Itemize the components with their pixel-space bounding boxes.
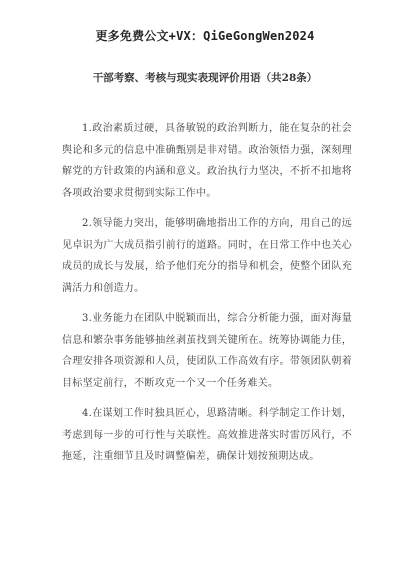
paragraph-1: 1.政治素质过硬，具备敏锐的政治判断力，能在复杂的社会舆论和多元的信息中准确甄别是非对错。政治领悟力强，深刻理解党的方针政策的内涵和意义。政治执行力坚决，不折不扣地将各项政治要求贯彻到实际工作中。: [62, 123, 352, 199]
paragraph-3: 3.业务能力在团队中脱颖而出，综合分析能力强，面对海量信息和繁杂事务能够抽丝剥茧找到关键所在。统筹协调能力佳，合理安排各项资源和人员，使团队工作高效有序。带领团队朝着目标坚定前行，不断攻克一个又一个任务难关。: [62, 313, 352, 389]
paragraph-4: 4.在谋划工作时独具匠心，思路清晰。科学制定工作计划，考虑到每一步的可行性与关联性。高效推进落实时雷厉风行，不拖延，注重细节且及时调整偏差，确保计划按预期达成。: [62, 408, 352, 462]
paragraph-2: 2.领导能力突出，能够明确地指出工作的方向，用自己的远见卓识为广大成员指引前行的道路。同时，在日常工作中也关心成员的成长与发展，给予他们充分的指导和机会，使整个团队充满活力和创造力。: [62, 218, 352, 294]
document-body: [62, 118, 352, 477]
promo-header: 更多免费公文+VX：QiGeGongWen2024: [95, 29, 315, 43]
document-title: 干部考察、考核与现实表现评价用语（共28条）: [92, 72, 318, 84]
